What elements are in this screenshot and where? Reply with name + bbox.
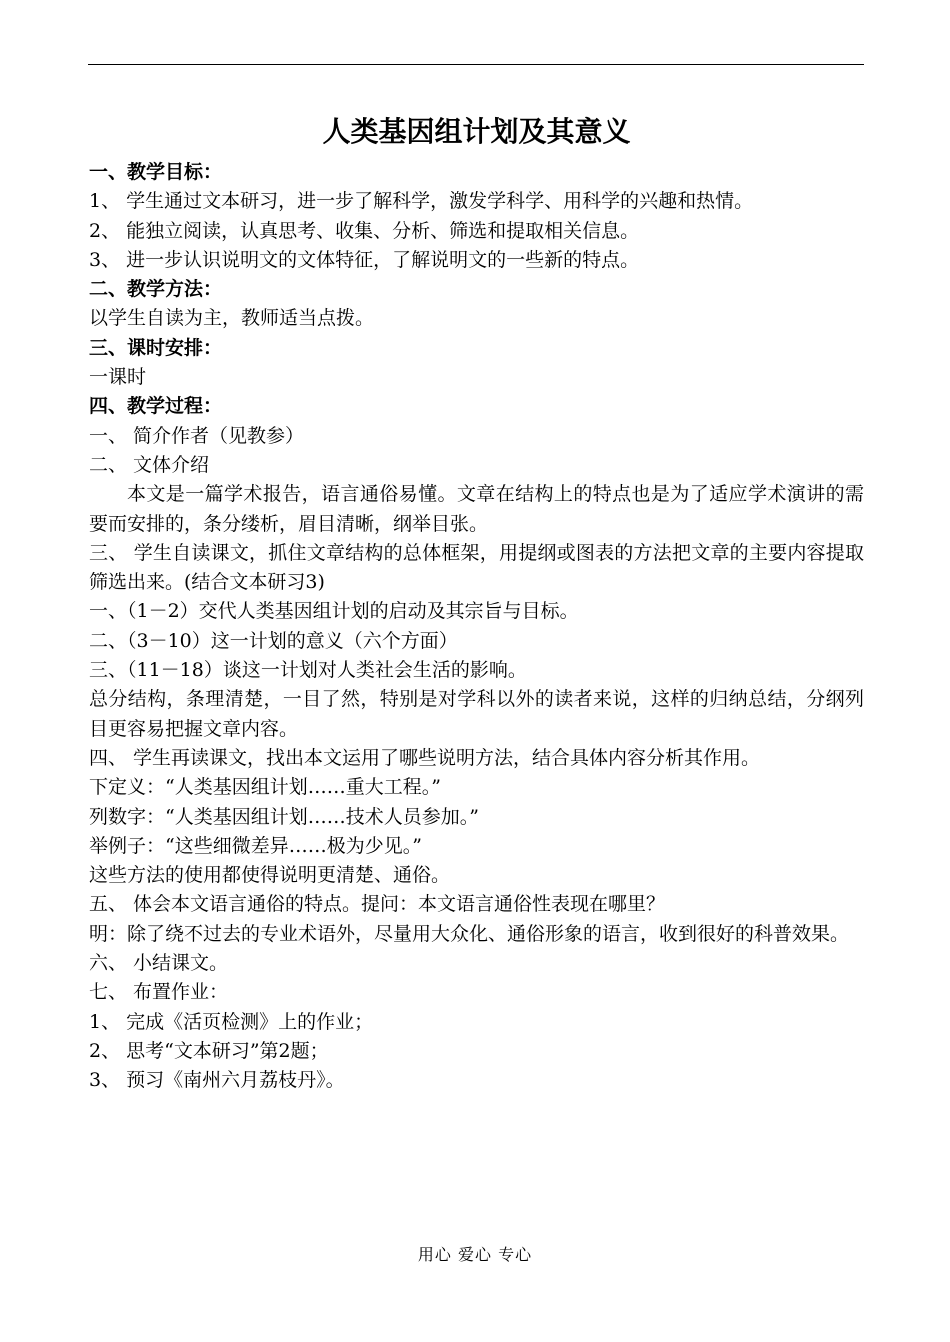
text-line: 总分结构，条理清楚，一目了然，特别是对学科以外的读者来说，这样的归纳总结，分纲列目更容易把握文章内容。 [89, 688, 864, 740]
text-line: 一课时 [89, 366, 147, 389]
section-heading: 一、教学目标： [89, 161, 223, 183]
text-line: 下定义：“人类基因组计划……重大工程。” [89, 776, 441, 799]
text-line: 三、 学生自读课文，抓住文章结构的总体框架，用提纲或图表的方法把文章的主要内容提取筛选出来。(结合文本研习3) [89, 541, 864, 594]
section-heading: 三、课时安排： [89, 336, 223, 359]
text-line: 以学生自读为主，教师适当点拨。 [89, 307, 375, 330]
text-line: 1、 学生通过文本研习，进一步了解科学，激发学科学、用科学的兴趣和热情。 [89, 190, 754, 213]
document-content [89, 158, 864, 1096]
page-footer: 用心 爱心 专心 [417, 1245, 533, 1264]
text-line: 五、 体会本文语言通俗的特点。提问：本文语言通俗性表现在哪里？ [89, 893, 666, 916]
text-line: 二、 文体介绍 [89, 453, 210, 476]
text-line: 这些方法的使用都使得说明更清楚、通俗。 [89, 864, 451, 887]
text-line: 3、 进一步认识说明文的文体特征，了解说明文的一些新的特点。 [89, 248, 640, 271]
text-line: 列数字：“人类基因组计划……技术人员参加。” [89, 805, 479, 828]
text-line: 2、 思考“文本研习”第2题； [89, 1039, 329, 1062]
text-line: 二、（3－10）这一计划的意义（六个方面） [89, 629, 458, 652]
text-line: 1、 完成《活页检测》上的作业； [89, 1010, 374, 1033]
text-line: 七、 布置作业： [89, 981, 229, 1004]
document-title: 人类基因组计划及其意义 [322, 115, 631, 148]
document-body [89, 112, 864, 1096]
text-line: 一、 简介作者（见教参） [89, 424, 305, 447]
text-line: 本文是一篇学术报告，语言通俗易懂。文章在结构上的特点也是为了适应学术演讲的需要而安排的，条分缕析，眉目清晰，纲举目张。 [89, 483, 864, 535]
text-line: 2、 能独立阅读，认真思考、收集、分析、筛选和提取相关信息。 [89, 219, 640, 242]
text-line: 明：除了绕不过去的专业术语外，尽量用大众化、通俗形象的语言，收到很好的科普效果。 [89, 922, 850, 945]
text-line: 六、 小结课文。 [89, 952, 229, 975]
text-line: 四、 学生再读课文，找出本文运用了哪些说明方法，结合具体内容分析其作用。 [89, 746, 761, 769]
text-line: 3、 预习《南州六月荔枝丹》。 [89, 1069, 345, 1092]
text-line: 三、（11－18）谈这一计划对人类社会生活的影响。 [89, 659, 527, 682]
header-rule [88, 64, 864, 65]
text-line: 一、（1－2）交代人类基因组计划的启动及其宗旨与目标。 [89, 600, 579, 623]
text-line: 举例子：“这些细微差异……极为少见。” [89, 834, 422, 857]
section-heading: 四、教学过程： [89, 395, 223, 418]
section-heading: 二、教学方法： [89, 278, 223, 301]
